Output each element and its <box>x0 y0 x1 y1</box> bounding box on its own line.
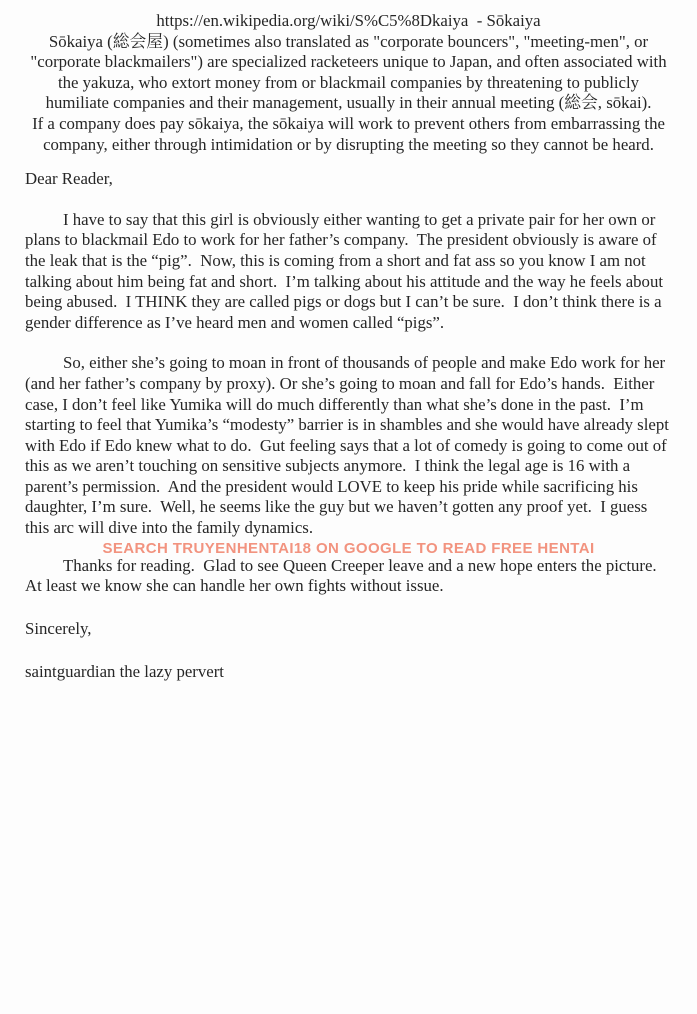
wikipedia-url-line: https://en.wikipedia.org/wiki/S%C5%8Dkaiya - Sōkaiya <box>156 11 541 30</box>
wiki-note-paragraph: If a company does pay sōkaiya, the sōkaiya will work to prevent others from embarrassing the company, either through intimidation or by disrupting the meeting so they cannot be heard. <box>32 113 670 154</box>
wiki-definition-paragraph: Sōkaiya (総会屋) (sometimes also translated as "corporate bouncers", "meeting-men", or "corporate blackmailers") are specialized racketeers unique to Japan, and often associated with the yakuza, who extort money from or blackmail companies by threatening to publicly humiliate companies and their management, usually in their annual meeting (総会, sōkai). <box>30 31 671 113</box>
signature: saintguardian the lazy pervert <box>25 662 224 682</box>
closing: Sincerely, <box>25 618 92 638</box>
letter-paragraph-2: So, either she’s going to moan in front of thousands of people and make Edo work for her (and her father’s company by proxy). Or she’s going to moan and fall for Edo’s hands. Either case, I don’t feel like Yumika will do much differently than what she’s done in the past. I’m starting to feel that Yumika’s “modesty” barrier is in shambles and she would have already slept with Edo if Edo knew what to do. Gut feeling says that a lot of comedy is going to come out of this as we aren’t touching on sensitive subjects anymore. I think the legal age is 16 with a parent’s permission. And the president would LOVE to keep his pride while sacrificing his daughter, I’m sure. Well, he seems like the guy but we haven’t gotten any proof yet. I guess this arc will dive into the family dynamics. <box>25 353 674 538</box>
salutation: Dear Reader, <box>25 169 113 189</box>
wiki-reference-section <box>25 11 672 155</box>
watermark-text: SEARCH TRUYENHENTAI18 ON GOOGLE TO READ FREE HENTAI <box>102 539 595 557</box>
letter-paragraph-1: I have to say that this girl is obviously either wanting to get a private pair for her own or plans to blackmail Edo to work for her father’s company. The president obviously is aware of the leak that is the “pig”. Now, this is coming from a short and fat ass so you know I am not talking about him being fat and short. I’m talking about his attitude and the way he feels about being abused. I THINK they are called pigs or dogs but I can’t be sure. I don’t think there is a gender difference as I’ve heard men and women called “pigs”. <box>25 209 668 332</box>
letter-paragraph-3: Thanks for reading. Glad to see Queen Creeper leave and a new hope enters the picture. At least we know she can handle her own fights without issue. <box>25 555 665 596</box>
reader-letter <box>25 169 672 683</box>
